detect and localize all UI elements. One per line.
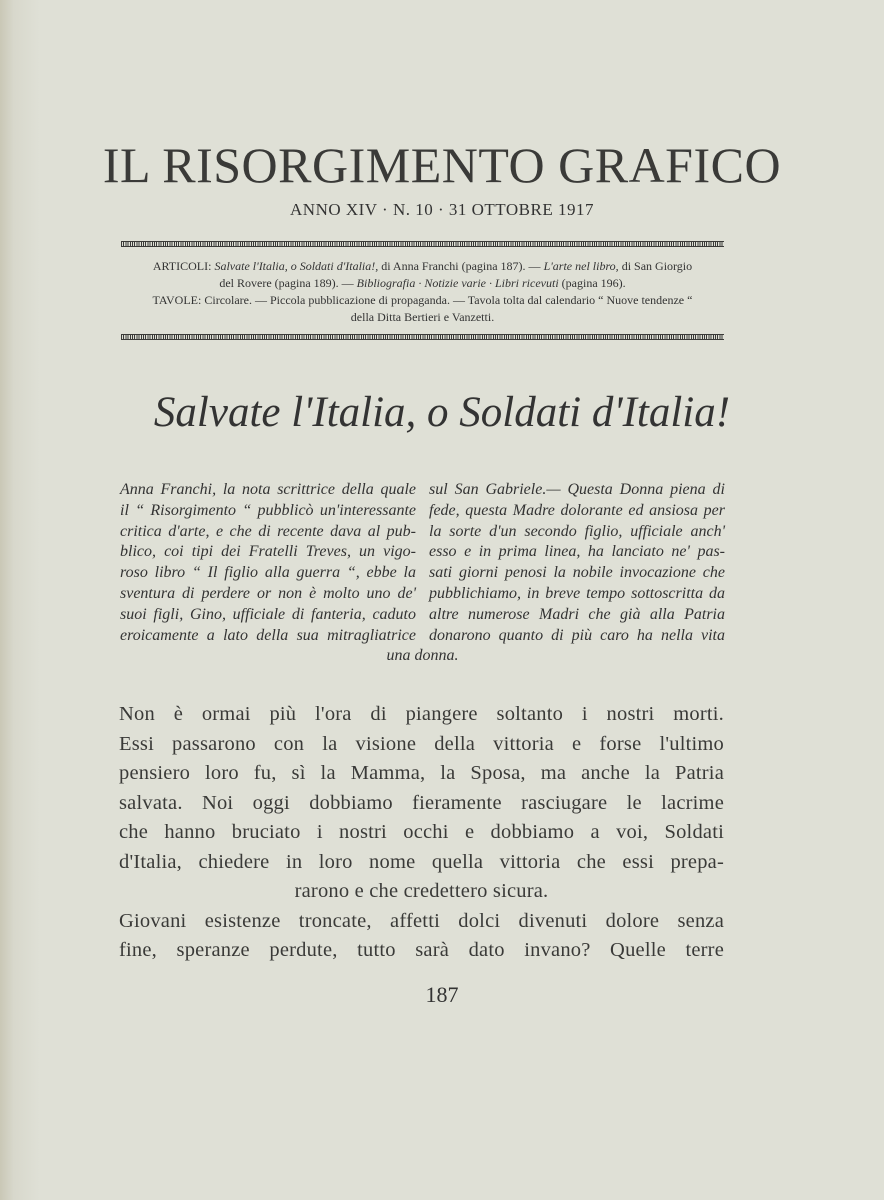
intro-column-left: [120, 480, 416, 646]
articoli-title1: Salvate l'Italia, o Soldati d'Italia!,: [214, 259, 379, 273]
intro-line: critica d'arte, e che di recente dava al pub-: [120, 522, 416, 540]
article-body: [119, 700, 724, 966]
articoli-misc: Bibliografia · Notizie varie · Libri ricevuti: [356, 276, 559, 290]
body-line: Essi passarono con la visione della vittoria e forse l'ultimo: [119, 732, 724, 755]
intro-line: eroicamente a lato della sua mitragliatrice: [120, 626, 416, 644]
articoli-author2: di San Giorgio: [621, 259, 693, 273]
intro-tail: una donna.: [386, 647, 459, 665]
contents-tavole-line1: [121, 292, 724, 309]
intro-line: Anna Franchi, la nota scrittrice della quale: [120, 481, 416, 498]
intro-line: fede, questa Madre dolorante ed ansiosa per: [429, 501, 725, 519]
intro-line: roso libro “ Il figlio alla guerra “, ebbe la: [120, 564, 416, 582]
decorative-rule-top: [121, 241, 724, 247]
issue-line: ANNO XIV · N. 10 · 31 OTTOBRE 1917: [290, 200, 594, 219]
intro-line: suoi figli, Gino, ufficiale di fanteria, caduto: [120, 605, 416, 623]
body-line: salvata. Noi oggi dobbiamo fieramente rasciugare le lacrime: [119, 791, 724, 814]
page-number: 187: [425, 982, 459, 1007]
intro-line: esso e in prima linea, ha lanciato ne' pas-: [429, 543, 725, 561]
body-line-centered: rarono e che credettero sicura.: [294, 880, 549, 902]
table-of-contents: [121, 258, 724, 326]
contents-articoli-line1: [121, 258, 724, 275]
tavole-label: TAVOLE:: [152, 293, 202, 307]
articoli-page2: del Rovere (pagina 189). —: [219, 276, 354, 290]
intro-line: donarono quanto di più caro ha nella vita: [429, 626, 725, 644]
intro-column-right: [429, 480, 725, 646]
contents-tavole-line2: della Ditta Bertieri e Vanzetti.: [350, 310, 495, 324]
articoli-label: ARTICOLI:: [152, 259, 212, 273]
intro-line: sul San Gabriele.— Questa Donna piena di: [429, 481, 725, 498]
intro-line: pubblichiamo, in breve tempo sottoscritta da: [429, 584, 725, 602]
body-line: fine, speranze perdute, tutto sarà dato invano? Quelle terre: [119, 939, 724, 961]
article-title: Salvate l'Italia, o Soldati d'Italia!: [153, 389, 731, 436]
masthead: IL RISORGIMENTO GRAFICO: [102, 137, 782, 193]
tavole-text: Circolare. — Piccola pubblicazione di propaganda. — Tavola tolta dal calendario “ Nuove tendenze “: [204, 293, 693, 307]
intro-line: sventura di perdere or non è molto uno de': [120, 584, 416, 602]
intro-line: blico, coi tipi dei Fratelli Treves, un vigo-: [120, 543, 416, 561]
intro-line: altre numerose Madri che già alla Patria: [429, 605, 725, 623]
intro-line: il “ Risorgimento “ pubblicò un'interessante: [120, 501, 416, 519]
intro-line: sati giorni penosi la nobile invocazione che: [429, 564, 725, 582]
decorative-rule-bottom: [121, 334, 724, 340]
article-intro: [120, 480, 725, 667]
body-line: pensiero loro fu, sì la Mamma, la Sposa, ma anche la Patria: [119, 762, 724, 784]
intro-line: la sorte d'un secondo figlio, ufficiale anch': [429, 522, 725, 540]
articoli-author1: di Anna Franchi (pagina 187). —: [381, 259, 541, 273]
body-line: Non è ormai più l'ora di piangere soltanto i nostri morti.: [119, 703, 724, 725]
articoli-title2: L'arte nel libro,: [543, 259, 619, 273]
articoli-page3: (pagina 196).: [561, 276, 626, 290]
contents-articoli-line2: [121, 275, 724, 292]
body-line: d'Italia, chiedere in loro nome quella vittoria che essi prepa-: [119, 850, 724, 873]
body-line: Giovani esistenze troncate, affetti dolci divenuti dolore senza: [119, 909, 724, 932]
body-line: che hanno bruciato i nostri occhi e dobbiamo a voi, Soldati: [119, 821, 724, 843]
